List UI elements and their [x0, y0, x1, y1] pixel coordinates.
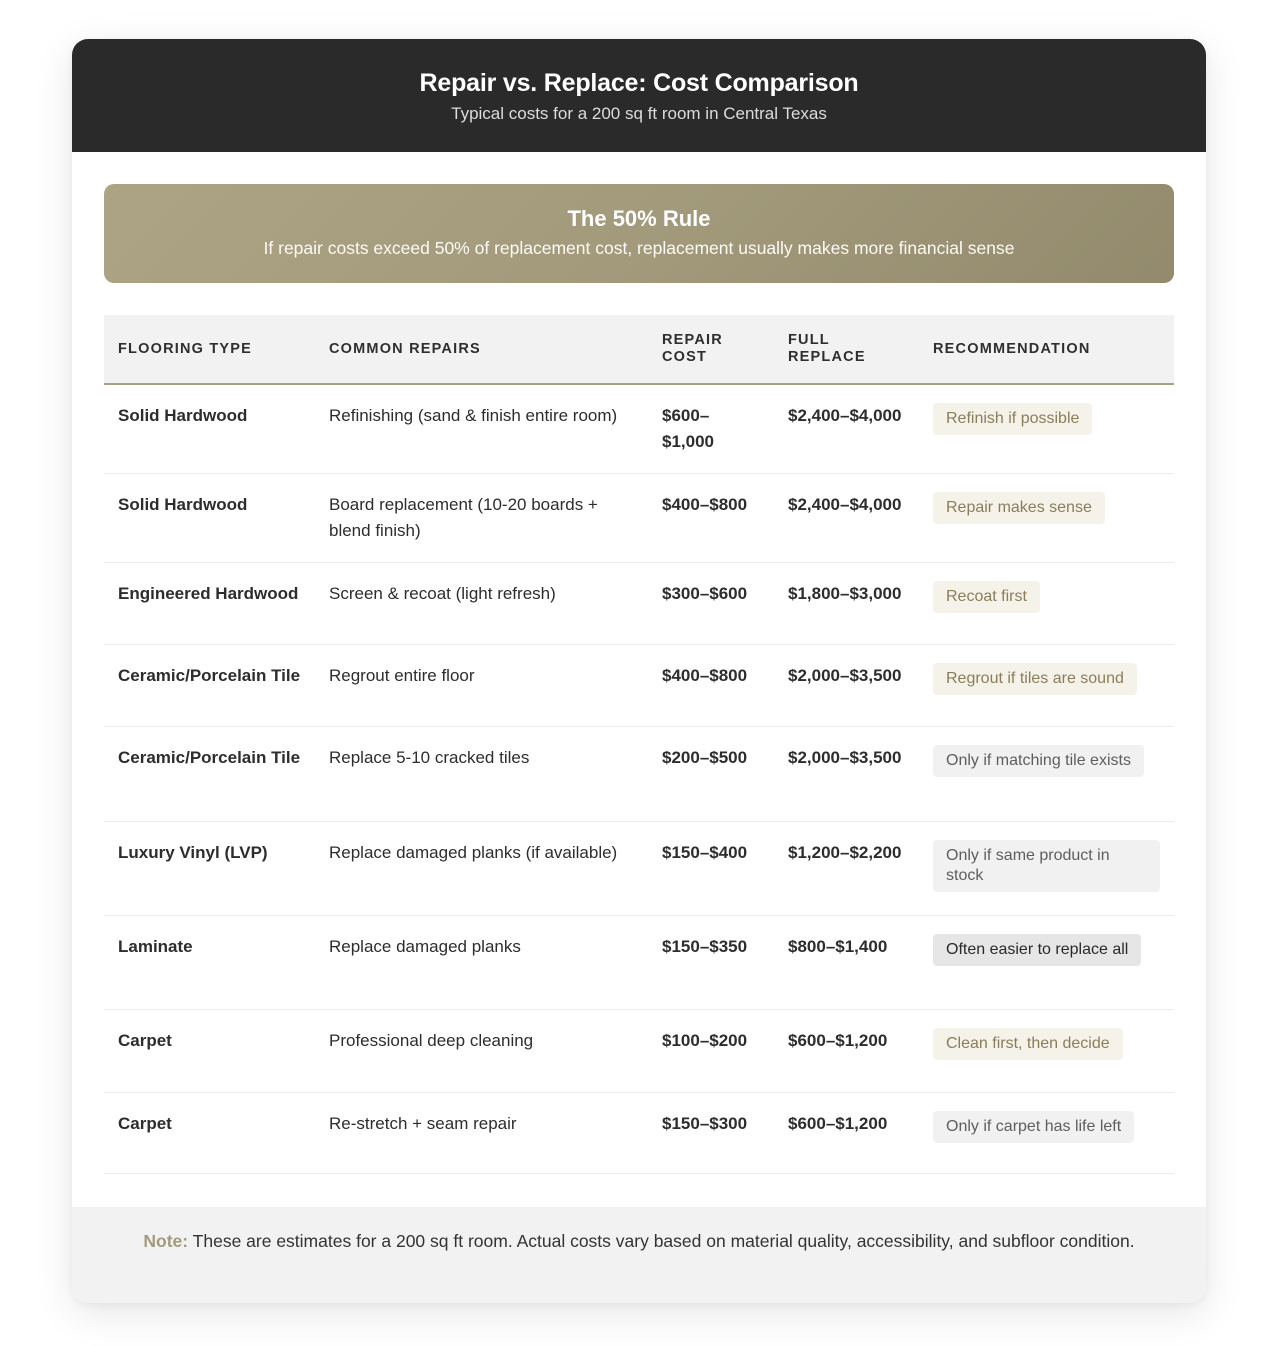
recommendation-badge: Only if same product in stock [933, 840, 1160, 892]
cell-repair-cost: $600–$1,000 [648, 384, 774, 473]
cell-repair-cost: $150–$400 [648, 821, 774, 915]
rule-title: The 50% Rule [567, 206, 711, 231]
cell-full-replace: $600–$1,200 [774, 1009, 919, 1092]
rule-callout [104, 184, 1174, 283]
cell-recommendation [919, 473, 1174, 562]
cell-full-replace: $600–$1,200 [774, 1092, 919, 1173]
cell-repair-cost: $100–$200 [648, 1009, 774, 1092]
cell-common-repair: Refinishing (sand & finish entire room) [315, 384, 648, 473]
table-row [104, 1092, 1174, 1173]
page-subtitle: Typical costs for a 200 sq ft room in Central Texas [451, 104, 827, 123]
cell-common-repair: Board replacement (10-20 boards + blend finish) [315, 473, 648, 562]
recommendation-badge: Often easier to replace all [933, 934, 1141, 966]
cell-recommendation [919, 726, 1174, 821]
recommendation-badge: Regrout if tiles are sound [933, 663, 1137, 695]
cell-flooring-type: Solid Hardwood [104, 384, 315, 473]
rule-text: If repair costs exceed 50% of replacement cost, replacement usually makes more financial sense [263, 238, 1015, 258]
cell-recommendation [919, 915, 1174, 1009]
cell-common-repair: Replace 5-10 cracked tiles [315, 726, 648, 821]
note-text: These are estimates for a 200 sq ft room. Actual costs vary based on material quality, accessibility, and subfloor condition. [192, 1231, 1135, 1251]
recommendation-badge: Refinish if possible [933, 403, 1092, 435]
note-label: Note: [143, 1231, 189, 1251]
cell-flooring-type: Ceramic/Porcelain Tile [104, 644, 315, 726]
cell-recommendation [919, 562, 1174, 644]
page-title: Repair vs. Replace: Cost Comparison [419, 69, 859, 97]
recommendation-badge: Repair makes sense [933, 492, 1105, 524]
cell-flooring-type: Carpet [104, 1009, 315, 1092]
cell-flooring-type: Solid Hardwood [104, 473, 315, 562]
column-header-common-repairs: COMMON REPAIRS [315, 315, 648, 384]
table-row [104, 384, 1174, 473]
footer-note [72, 1207, 1206, 1303]
table-body [104, 384, 1174, 1173]
table-row [104, 473, 1174, 562]
table-row [104, 726, 1174, 821]
cell-full-replace: $2,000–$3,500 [774, 726, 919, 821]
cell-common-repair: Professional deep cleaning [315, 1009, 648, 1092]
cell-common-repair: Screen & recoat (light refresh) [315, 562, 648, 644]
cell-full-replace: $1,800–$3,000 [774, 562, 919, 644]
cell-full-replace: $2,400–$4,000 [774, 473, 919, 562]
cell-full-replace: $800–$1,400 [774, 915, 919, 1009]
cell-flooring-type: Engineered Hardwood [104, 562, 315, 644]
column-header-repair-cost: REPAIR COST [648, 315, 774, 384]
column-header-flooring-type: FLOORING TYPE [104, 315, 315, 384]
comparison-table [104, 315, 1174, 1174]
cell-full-replace: $2,400–$4,000 [774, 384, 919, 473]
table-row [104, 644, 1174, 726]
cell-common-repair: Regrout entire floor [315, 644, 648, 726]
cell-recommendation [919, 1009, 1174, 1092]
cell-flooring-type: Luxury Vinyl (LVP) [104, 821, 315, 915]
cell-recommendation [919, 644, 1174, 726]
cell-flooring-type: Carpet [104, 1092, 315, 1173]
table-row [104, 821, 1174, 915]
column-header-recommendation: RECOMMENDATION [919, 315, 1174, 384]
cell-common-repair: Re-stretch + seam repair [315, 1092, 648, 1173]
cell-repair-cost: $300–$600 [648, 562, 774, 644]
cell-repair-cost: $200–$500 [648, 726, 774, 821]
cell-recommendation [919, 821, 1174, 915]
table-row [104, 915, 1174, 1009]
recommendation-badge: Recoat first [933, 581, 1040, 613]
header [72, 39, 1206, 152]
table-header-row [104, 315, 1174, 384]
cell-common-repair: Replace damaged planks (if available) [315, 821, 648, 915]
table-row [104, 562, 1174, 644]
cell-repair-cost: $150–$350 [648, 915, 774, 1009]
recommendation-badge: Only if carpet has life left [933, 1111, 1134, 1143]
table-row [104, 1009, 1174, 1092]
recommendation-badge: Only if matching tile exists [933, 745, 1144, 777]
cell-common-repair: Replace damaged planks [315, 915, 648, 1009]
cell-recommendation [919, 1092, 1174, 1173]
recommendation-badge: Clean first, then decide [933, 1028, 1123, 1060]
cell-repair-cost: $400–$800 [648, 473, 774, 562]
cell-flooring-type: Laminate [104, 915, 315, 1009]
comparison-card [72, 39, 1206, 1303]
cell-full-replace: $2,000–$3,500 [774, 644, 919, 726]
cell-repair-cost: $400–$800 [648, 644, 774, 726]
column-header-full-replace: FULL REPLACE [774, 315, 919, 384]
cell-recommendation [919, 384, 1174, 473]
cell-repair-cost: $150–$300 [648, 1092, 774, 1173]
cell-flooring-type: Ceramic/Porcelain Tile [104, 726, 315, 821]
cell-full-replace: $1,200–$2,200 [774, 821, 919, 915]
